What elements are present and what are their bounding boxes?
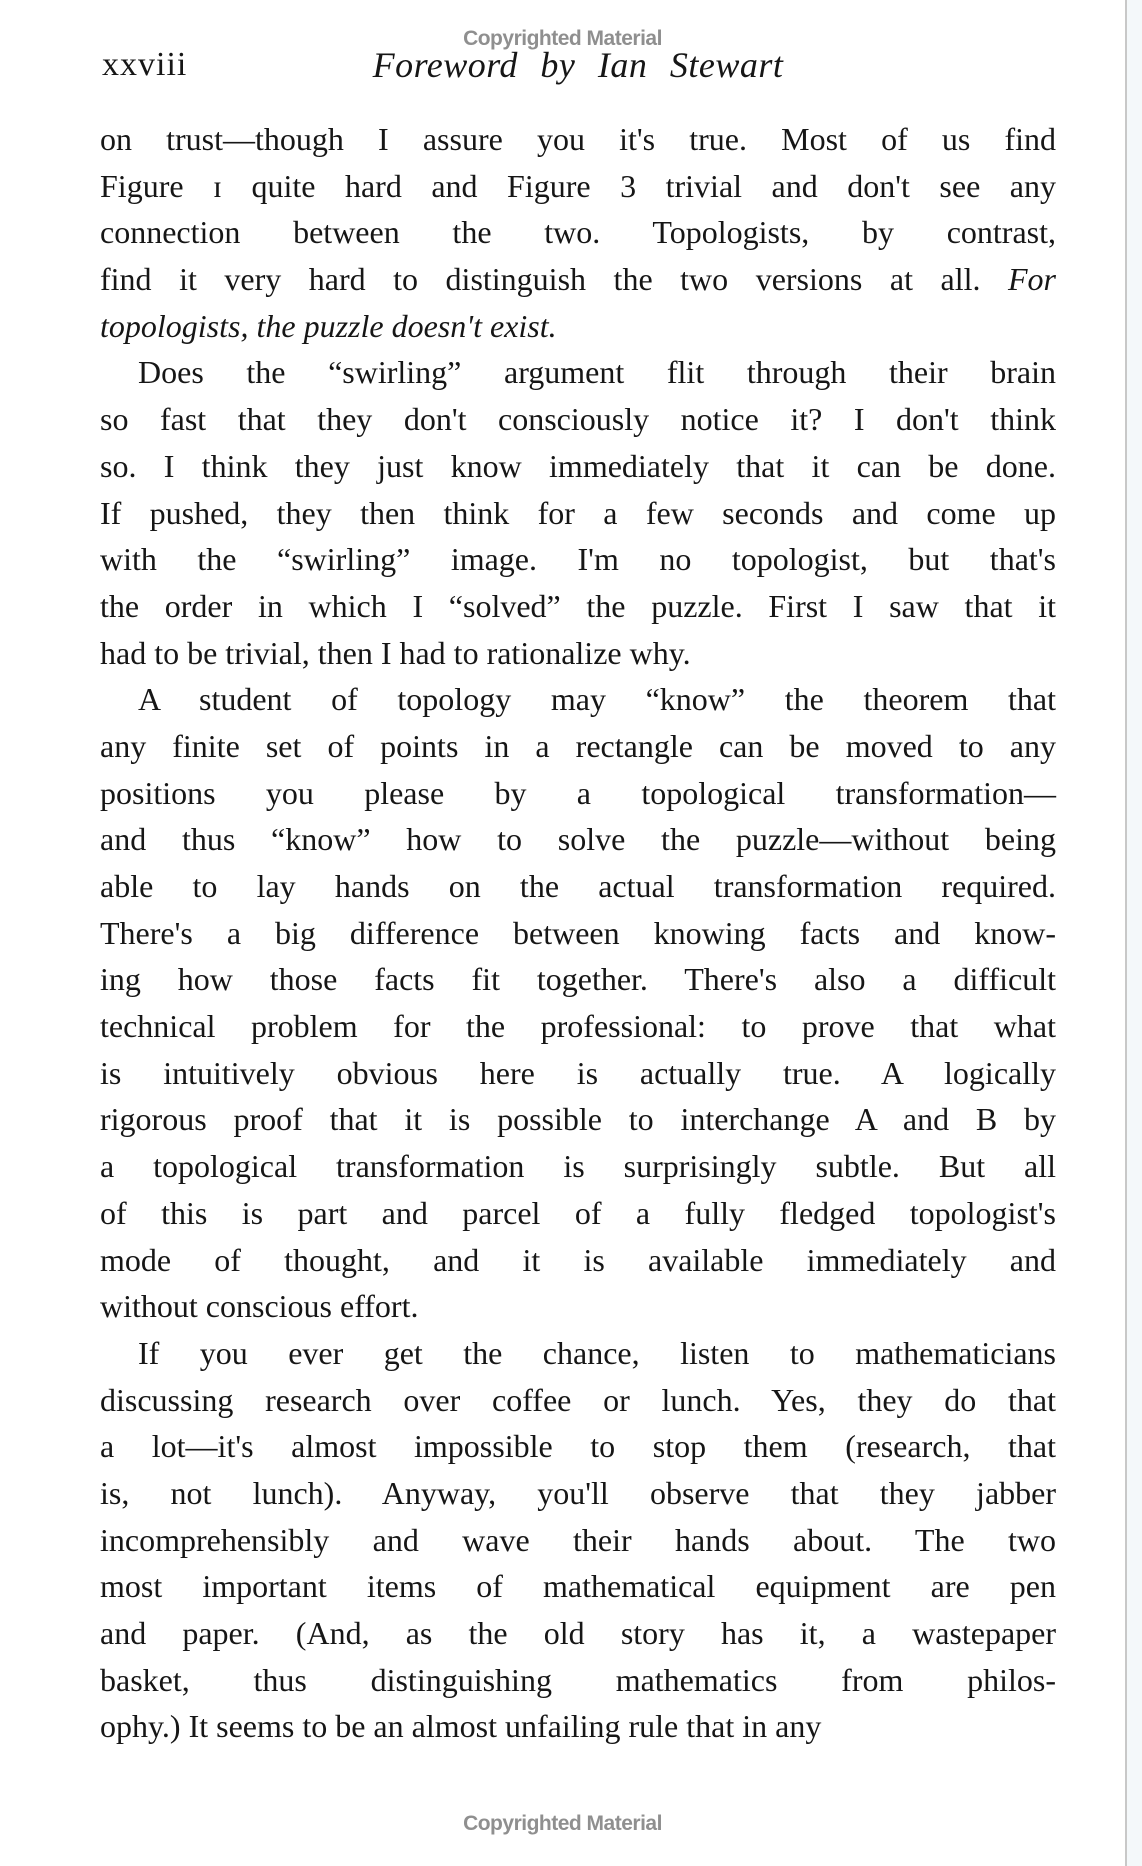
- text-line: without conscious effort.: [100, 1288, 419, 1325]
- text-line: Figure ɪ quite hard and Figure 3 trivial and don't see any: [100, 167, 1056, 204]
- text-line: any finite set of points in a rectangle can be moved to any: [100, 727, 1056, 764]
- text-line: is intuitively obvious here is actually true. A logically: [100, 1054, 1056, 1091]
- text-line: rigorous proof that it is possible to interchange A and B by: [100, 1101, 1056, 1138]
- text-line: find it very hard to distinguish the two versions at all. For: [100, 261, 1056, 298]
- text-line: There's a big difference between knowing facts and know-: [100, 914, 1056, 951]
- text-line: of this is part and parcel of a fully fledged topologist's: [100, 1194, 1056, 1231]
- text-line: and paper. (And, as the old story has it, a wastepaper: [100, 1615, 1056, 1651]
- page-number: xxviii: [102, 46, 188, 83]
- text-line: is, not lunch). Anyway, you'll observe that they jabber: [100, 1474, 1056, 1511]
- text-line: so fast that they don't consciously notice it? I don't think: [100, 401, 1056, 438]
- text-line: technical problem for the professional: to prove that what: [100, 1008, 1056, 1045]
- text-line: topologists, the puzzle doesn't exist.: [100, 307, 557, 344]
- text-line: incomprehensibly and wave their hands about. The two: [100, 1521, 1056, 1558]
- text-line: a lot—it's almost impossible to stop them (research, that: [100, 1428, 1056, 1465]
- watermark-top: Copyrighted Material: [463, 27, 662, 50]
- body-text: [100, 116, 1056, 1750]
- watermark-bottom: Copyrighted Material: [463, 1812, 662, 1835]
- text-line: Does the “swirling” argument flit through their brain: [138, 354, 1056, 391]
- text-line: on trust—though I assure you it's true. Most of us find: [100, 121, 1056, 157]
- running-head-title: Foreword by Ian Stewart: [372, 45, 784, 85]
- text-line: with the “swirling” image. I'm no topologist, but that's: [100, 541, 1056, 578]
- text-line: If pushed, they then think for a few seconds and come up: [100, 494, 1056, 531]
- text-line: and thus “know” how to solve the puzzle—without being: [100, 821, 1056, 858]
- text-line: ophy.) It seems to be an almost unfailing rule that in any: [100, 1708, 822, 1745]
- text-line: ing how those facts fit together. There's also a difficult: [100, 961, 1056, 998]
- text-line: basket, thus distinguishing mathematics from philos-: [100, 1661, 1056, 1698]
- text-line: connection between the two. Topologists, by contrast,: [100, 214, 1056, 251]
- text-line: a topological transformation is surprisingly subtle. But all: [100, 1148, 1056, 1185]
- text-line: able to lay hands on the actual transformation required.: [100, 868, 1056, 904]
- page-header: [100, 44, 1056, 88]
- text-line: A student of topology may “know” the theorem that: [138, 681, 1056, 718]
- text-line: mode of thought, and it is available immediately and: [100, 1241, 1056, 1278]
- text-line: so. I think they just know immediately that it can be done.: [100, 447, 1056, 484]
- text-line: discussing research over coffee or lunch. Yes, they do that: [100, 1381, 1056, 1418]
- text-line: the order in which I “solved” the puzzle. First I saw that it: [100, 587, 1056, 624]
- page-edge-strip: [1125, 0, 1142, 1866]
- text-line: had to be trivial, then I had to rationalize why.: [100, 634, 691, 671]
- text-line: If you ever get the chance, listen to mathematicians: [138, 1334, 1056, 1371]
- text-line: positions you please by a topological transformation—: [100, 774, 1056, 811]
- text-line: most important items of mathematical equipment are pen: [100, 1568, 1056, 1605]
